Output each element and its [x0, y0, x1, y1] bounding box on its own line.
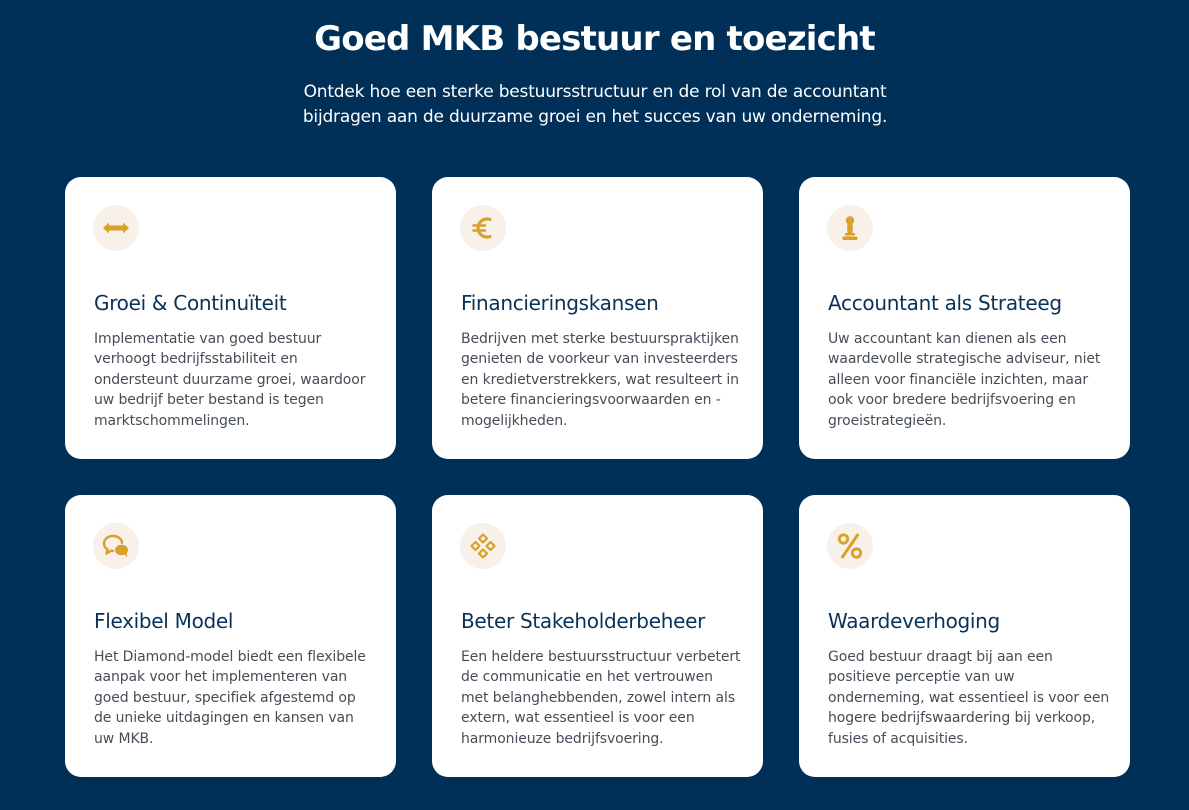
card-title: Beter Stakeholderbeheer [461, 609, 706, 633]
card-title: Accountant als Strateeg [828, 291, 1062, 315]
diamond-grid-icon [460, 523, 506, 569]
euro-icon [460, 205, 506, 251]
feature-card-growth [65, 177, 396, 459]
card-title: Financieringskansen [461, 291, 659, 315]
chess-piece-icon [827, 205, 873, 251]
percent-icon [827, 523, 873, 569]
feature-card-flexible [65, 495, 396, 777]
feature-card-accountant [799, 177, 1130, 459]
feature-card-stakeholder [432, 495, 763, 777]
chat-bubbles-icon [93, 523, 139, 569]
card-text: Implementatie van goed bestuur verhoogt bedrijfsstabiliteit en ondersteunt duurzame groei, waardoor uw bedrijf beter bestand is tegen marktschommelingen. [94, 331, 366, 429]
card-title: Waardeverhoging [828, 609, 1000, 633]
card-text: Het Diamond-model biedt een flexibele aanpak voor het implementeren van goed bestuur, specifiek afgestemd op de unieke uitdagingen en kansen van uw MKB. [94, 649, 366, 747]
card-text: Uw accountant kan dienen als een waardevolle strategische adviseur, niet alleen voor financiële inzichten, maar ook voor bredere bedrijfsvoering en groeistrategieën. [828, 331, 1101, 429]
arrows-horizontal-icon [93, 205, 139, 251]
card-text: Bedrijven met sterke bestuurspraktijken genieten de voorkeur van investeerders en kredietverstrekkers, wat resulteert in betere financieringsvoorwaarden en -mogelijkheden. [461, 331, 739, 429]
card-text: Een heldere bestuursstructuur verbetert de communicatie en het vertrouwen met belanghebbenden, zowel intern als extern, wat essentieel is voor een harmonieuze bedrijfsvoering. [461, 649, 741, 747]
feature-card-value [799, 495, 1130, 777]
card-text: Goed bestuur draagt bij aan een positieve perceptie van uw onderneming, wat essentieel is voor een hogere bedrijfswaardering bij verkoop, fusies of acquisities. [828, 649, 1110, 747]
card-title: Groei & Continuïteit [94, 291, 287, 315]
page-title: Goed MKB bestuur en toezicht [314, 19, 875, 59]
card-title: Flexibel Model [94, 609, 234, 633]
feature-card-financing [432, 177, 763, 459]
page-subtitle: Ontdek hoe een sterke bestuursstructuur en de rol van de accountant bijdragen aan de duurzame groei en het succes van uw onderneming. [302, 82, 888, 127]
